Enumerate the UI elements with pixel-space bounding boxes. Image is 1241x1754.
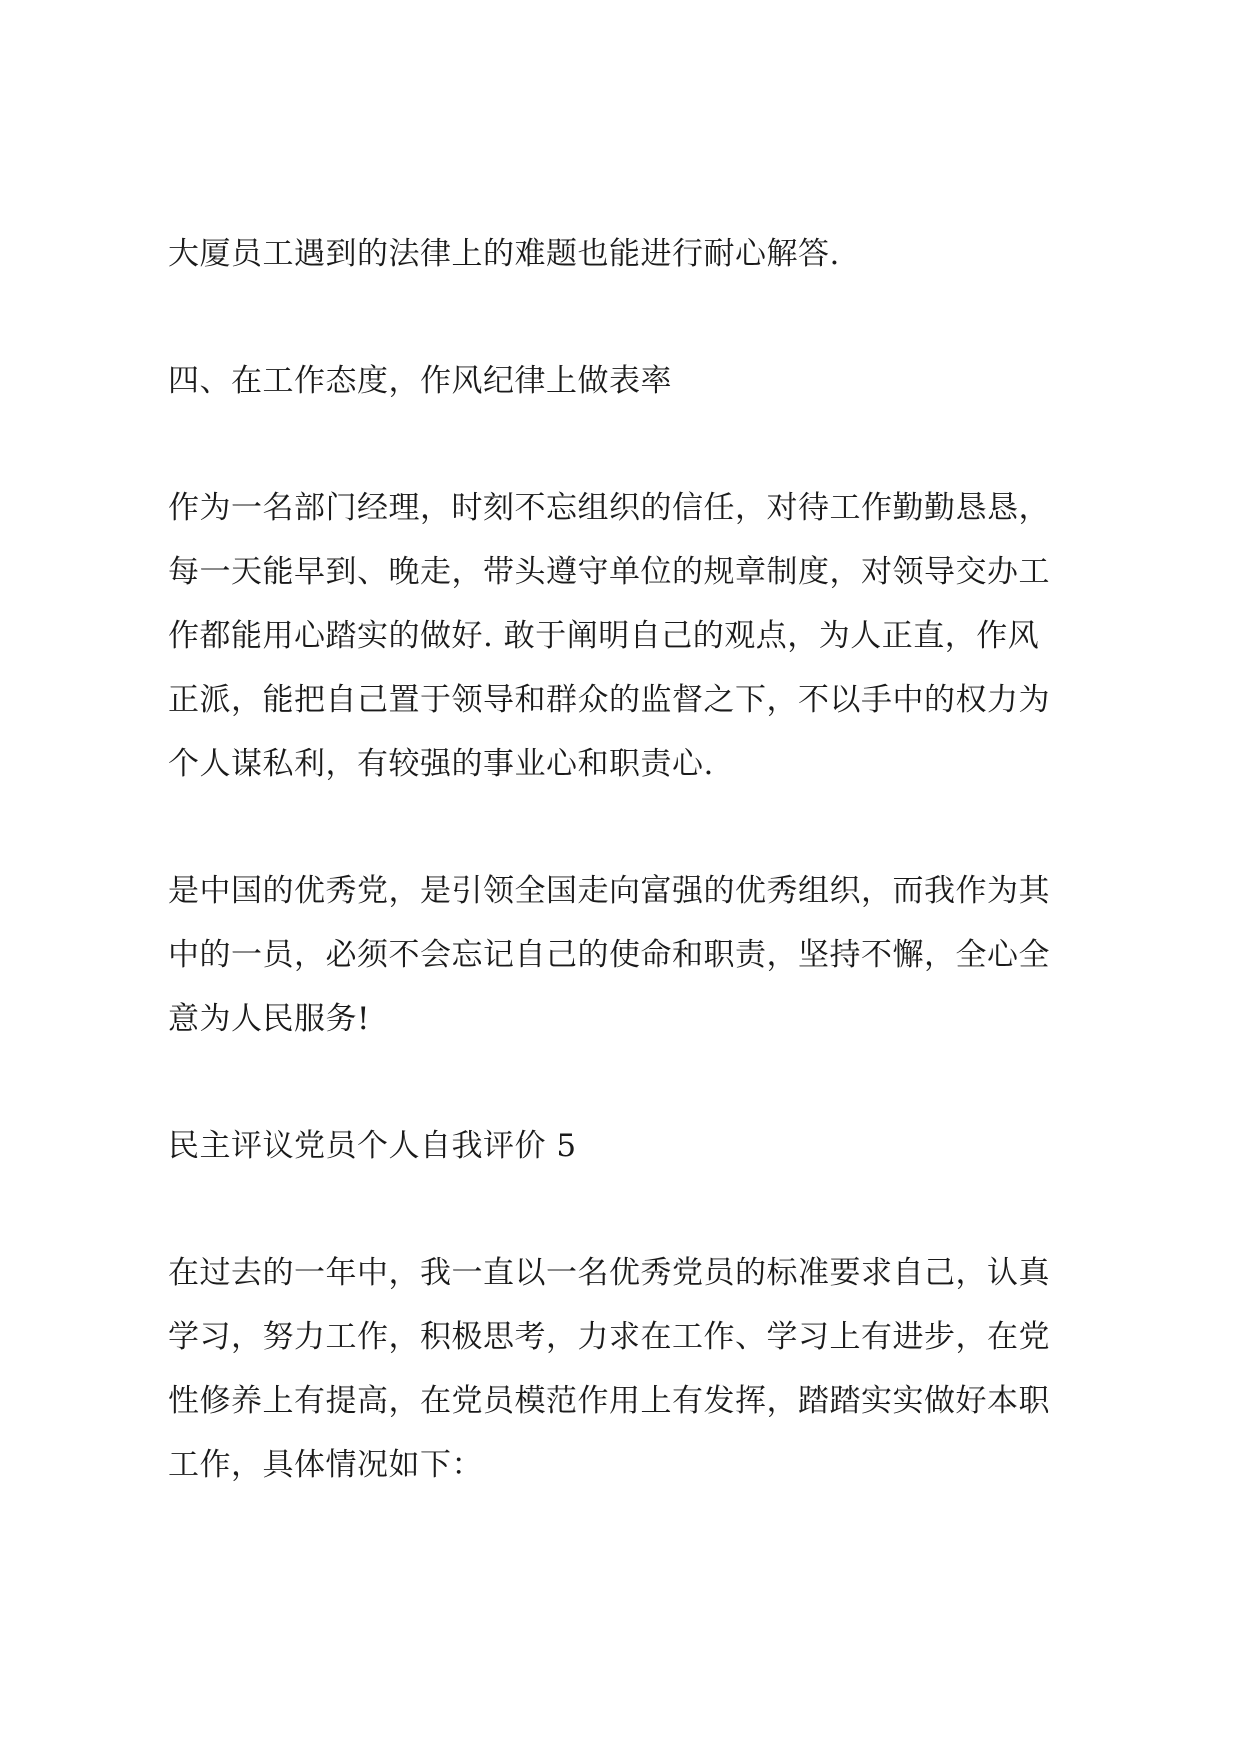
paragraph-line: 意为人民服务! [168,1001,370,1037]
paragraph-line: 工作，具体情况如下： [168,1447,483,1483]
paragraph-line: 是中国的优秀党，是引领全国走向富强的优秀组织，而我作为其 [168,873,1050,909]
paragraph-line: 每一天能早到、晚走，带头遵守单位的规章制度，对领导交办工 [168,554,1050,590]
paragraph-line: 在过去的一年中，我一直以一名优秀党员的标准要求自己，认真 [168,1255,1050,1291]
paragraph-line: 学习，努力工作，积极思考，力求在工作、学习上有进步，在党 [168,1319,1050,1355]
section-heading: 四、在工作态度，作风纪律上做表率 [168,363,672,399]
paragraph-line: 正派，能把自己置于领导和群众的监督之下，不以手中的权力为 [168,682,1050,718]
paragraph-line: 大厦员工遇到的法律上的难题也能进行耐心解答. [168,236,840,272]
paragraph-line: 中的一员，必须不会忘记自己的使命和职责，坚持不懈，全心全 [168,937,1050,973]
paragraph-line: 作为一名部门经理，时刻不忘组织的信任，对待工作勤勤恳恳， [168,490,1050,526]
paragraph-line: 性修养上有提高，在党员模范作用上有发挥，踏踏实实做好本职 [168,1383,1050,1419]
section-title: 民主评议党员个人自我评价 5 [168,1128,577,1164]
paragraph-line: 个人谋私利，有较强的事业心和职责心. [168,746,714,782]
paragraph-line: 作都能用心踏实的做好. 敢于阐明自己的观点，为人正直，作风 [168,618,1040,654]
